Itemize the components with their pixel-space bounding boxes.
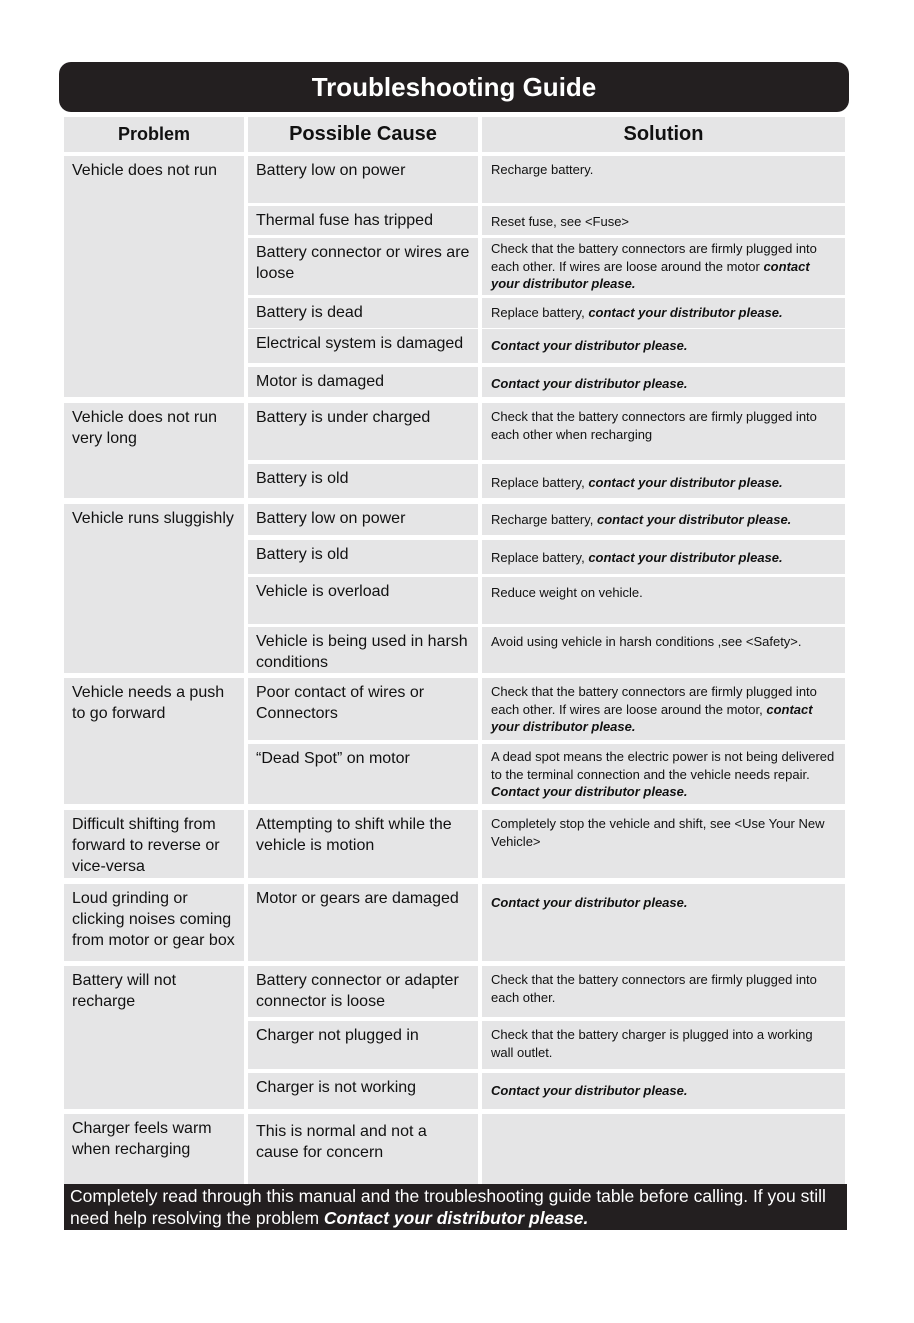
cause-cell: Motor or gears are damaged (248, 884, 478, 961)
footer-emphasis: Contact your distributor please. (323, 1208, 589, 1228)
solution-text: Check that the battery connectors are firmly plugged into each other. If wires are loose around the motor (491, 241, 817, 274)
cause-cell: Poor contact of wires or Connectors (248, 678, 478, 740)
solution-cell (482, 329, 845, 363)
solution-cell (482, 156, 845, 203)
solution-cell (482, 627, 845, 673)
cause-cell: Electrical system is damaged (248, 329, 478, 363)
solution-cell (482, 403, 845, 460)
solution-text: Avoid using vehicle in harsh conditions ,see <Safety>. (491, 634, 802, 649)
solution-cell (482, 206, 845, 235)
solution-emphasis: contact your distributor please. (596, 511, 792, 527)
solution-text: Reduce weight on vehicle. (491, 585, 643, 600)
solution-emphasis: Contact your distributor please. (491, 784, 688, 799)
solution-text: Check that the battery connectors are firmly plugged into each other when recharging (491, 409, 817, 442)
cause-cell: Battery low on power (248, 156, 478, 203)
solution-text: Replace battery, (491, 550, 589, 566)
solution-cell (482, 577, 845, 624)
page-title: Troubleshooting Guide (311, 71, 597, 102)
solution-text: Reset fuse, see <Fuse> (491, 214, 630, 229)
solution-text: A dead spot means the electric power is not being delivered to the terminal connection and the vehicle needs repair. (491, 749, 835, 782)
solution-emphasis: contact your distributor please. (491, 701, 813, 734)
solution-cell (482, 238, 845, 295)
header-cause: Possible Cause (248, 117, 478, 152)
problem-cell: Vehicle needs a push to go forward (64, 678, 244, 804)
solution-cell (482, 744, 845, 804)
solution-cell (482, 678, 845, 740)
cause-cell: Charger is not working (248, 1073, 478, 1109)
cause-cell: Motor is damaged (248, 367, 478, 397)
solution-emphasis: Contact your distributor please. (491, 1083, 688, 1099)
cause-cell: This is normal and not a cause for concern (248, 1114, 478, 1184)
solution-cell (482, 1021, 845, 1069)
problem-cell: Difficult shifting from forward to reverse or vice-versa (64, 810, 244, 878)
cause-cell: Battery is under charged (248, 403, 478, 460)
solution-cell (482, 464, 845, 498)
cause-cell: Battery connector or adapter connector is loose (248, 966, 478, 1017)
footer-text: Completely read through this manual and the troubleshooting guide table before calling. If you still need help resolving the problem (70, 1186, 826, 1228)
cause-cell: Vehicle is being used in harsh conditions (248, 627, 478, 673)
cause-cell: Attempting to shift while the vehicle is motion (248, 810, 478, 878)
problem-cell: Charger feels warm when recharging (64, 1114, 244, 1184)
solution-emphasis: Contact your distributor please. (491, 375, 688, 391)
cause-cell: Thermal fuse has tripped (248, 206, 478, 235)
solution-text: Check that the battery connectors are firmly plugged into each other. (491, 972, 817, 1005)
solution-text: Check that the battery charger is plugged into a working wall outlet. (491, 1027, 813, 1060)
solution-cell (482, 1073, 845, 1109)
solution-text: Replace battery, (491, 475, 589, 491)
solution-emphasis: contact your distributor please. (491, 258, 810, 291)
solution-cell (482, 810, 845, 878)
solution-text: Replace battery, (491, 305, 589, 321)
solution-cell (482, 1114, 845, 1184)
problem-cell: Vehicle runs sluggishly (64, 504, 244, 673)
cause-cell: Battery is dead (248, 298, 478, 328)
solution-cell (482, 540, 845, 574)
solution-cell (482, 298, 845, 328)
cause-cell: “Dead Spot” on motor (248, 744, 478, 804)
solution-emphasis: Contact your distributor please. (491, 895, 688, 910)
problem-cell: Vehicle does not run very long (64, 403, 244, 498)
cause-cell: Battery is old (248, 464, 478, 498)
problem-cell: Battery will not recharge (64, 966, 244, 1109)
cause-cell: Vehicle is overload (248, 577, 478, 624)
solution-emphasis: Contact your distributor please. (491, 338, 688, 354)
solution-text: Check that the battery connectors are firmly plugged into each other. If wires are loose around the motor, (491, 684, 817, 717)
cause-cell: Battery connector or wires are loose (248, 238, 478, 295)
solution-emphasis: contact your distributor please. (588, 305, 783, 321)
problem-cell: Loud grinding or clicking noises coming from motor or gear box (64, 884, 244, 961)
header-solution: Solution (482, 117, 845, 152)
solution-text: Recharge battery. (491, 162, 594, 177)
solution-cell (482, 504, 845, 535)
solution-text: Completely stop the vehicle and shift, see <Use Your New Vehicle> (491, 816, 825, 849)
footer-note (64, 1184, 847, 1230)
solution-emphasis: contact your distributor please. (588, 550, 783, 566)
solution-cell (482, 966, 845, 1017)
problem-cell: Vehicle does not run (64, 156, 244, 397)
cause-cell: Charger not plugged in (248, 1021, 478, 1069)
solution-cell (482, 367, 845, 397)
solution-emphasis: contact your distributor please. (588, 475, 783, 491)
solution-cell (482, 884, 845, 961)
solution-text: Recharge battery, (491, 511, 597, 527)
cause-cell: Battery low on power (248, 504, 478, 535)
cause-cell: Battery is old (248, 540, 478, 574)
header-problem: Problem (64, 117, 244, 152)
title-bar (59, 62, 849, 112)
